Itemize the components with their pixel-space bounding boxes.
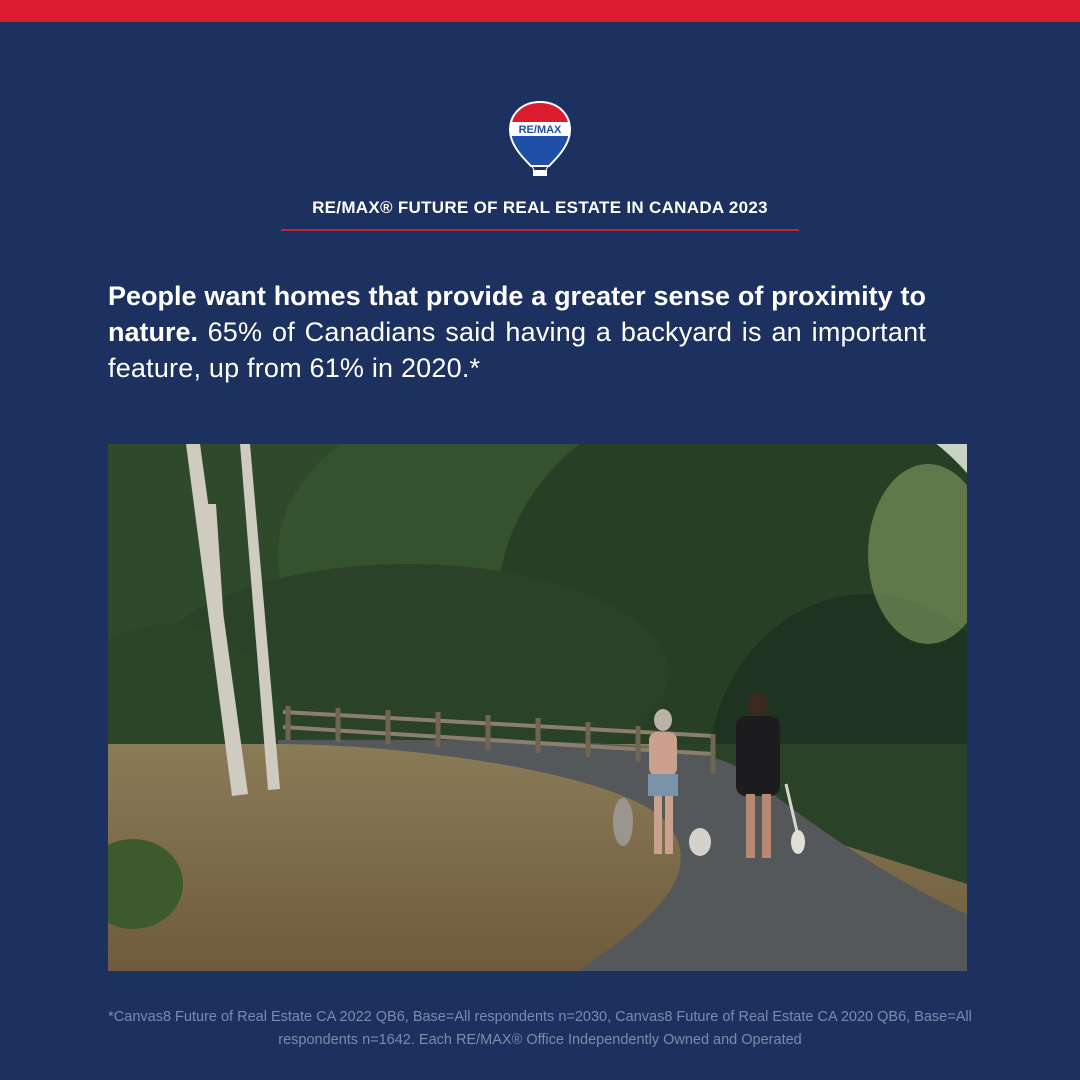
headline xyxy=(108,278,926,386)
footnote: *Canvas8 Future of Real Estate CA 2022 QB6, Base=All respondents n=2030, Canvas8 Future of Real Estate CA 2020 QB6, Base=All respondents n=1642. Each RE/MAX® Office Independently Owned and Operated xyxy=(108,1009,972,1048)
report-title: RE/MAX® FUTURE OF REAL ESTATE IN CANADA 2023 xyxy=(312,198,768,217)
headline-stat: 65% of Canadians said having a backyard is an important feature, up from 61% in 2020.* xyxy=(108,317,926,383)
top-red-stripe xyxy=(0,0,1080,22)
headline-bold: People want homes that provide a greater sense of proximity to nature. xyxy=(108,281,926,347)
park-path-photo xyxy=(108,444,967,971)
title-divider xyxy=(281,229,799,231)
logo-wordmark: RE/MAX xyxy=(518,124,562,136)
remax-balloon-logo xyxy=(507,100,573,182)
